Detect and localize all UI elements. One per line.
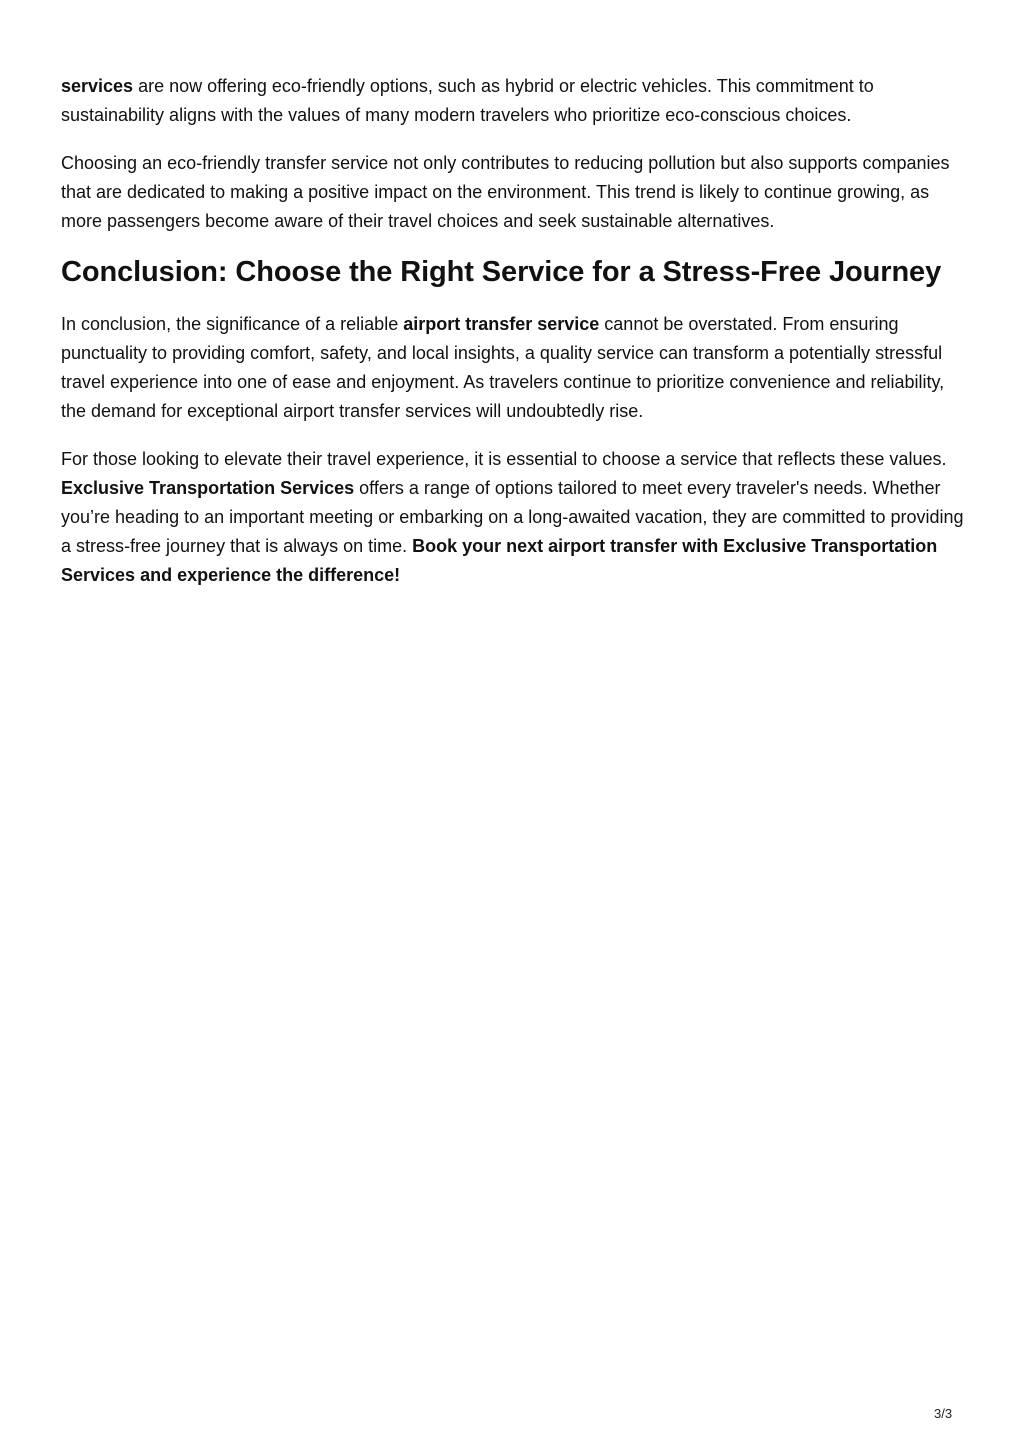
intro-text: are now offering eco-friendly options, such as hybrid or electric vehicles. This commitment to sustainability aligns with the values of many modern travelers who prioritize eco-conscious choices. [61,76,874,125]
conclusion-paragraph-1 [61,310,966,426]
document-page [61,72,966,608]
page-number: 3/3 [934,1406,953,1421]
conclusion-2-text-a: For those looking to elevate their travel experience, it is essential to choose a service that reflects these values. [61,448,947,469]
conclusion-paragraph-2 [61,445,966,590]
conclusion-1-text-b: cannot be overstated. From ensuring punctuality to providing comfort, safety, and local insights, a quality service can transform a potentially stressful travel experience into one of ease and enjoyment. As travelers continue to prioritize convenience and reliability, the demand for exceptional airport transfer services will undoubtedly rise. [61,314,945,421]
conclusion-2-bold-cta: Book your next airport transfer with Exclusive Transportation Services and experience the difference! [61,535,938,585]
conclusion-heading: Conclusion: Choose the Right Service for a Stress-Free Journey [61,256,942,288]
intro-bold-lead: services [61,76,134,96]
conclusion-2-text-b: offers a range of options tailored to meet every traveler's needs. Whether you’re heading to an important meeting or embarking on a long-awaited vacation, they are committed to providing a stress-free journey that is always on time. [61,477,964,556]
eco-paragraph: Choosing an eco-friendly transfer service not only contributes to reducing pollution but also supports companies that are dedicated to making a positive impact on the environment. This trend is likely to continue growing, as more passengers become aware of their travel choices and seek sustainable alternatives. [61,152,950,231]
conclusion-2-bold-company: Exclusive Transportation Services [61,477,355,498]
intro-paragraph [61,72,966,130]
conclusion-1-bold: airport transfer service [403,314,600,334]
conclusion-1-text-a: In conclusion, the significance of a reliable [61,314,404,334]
